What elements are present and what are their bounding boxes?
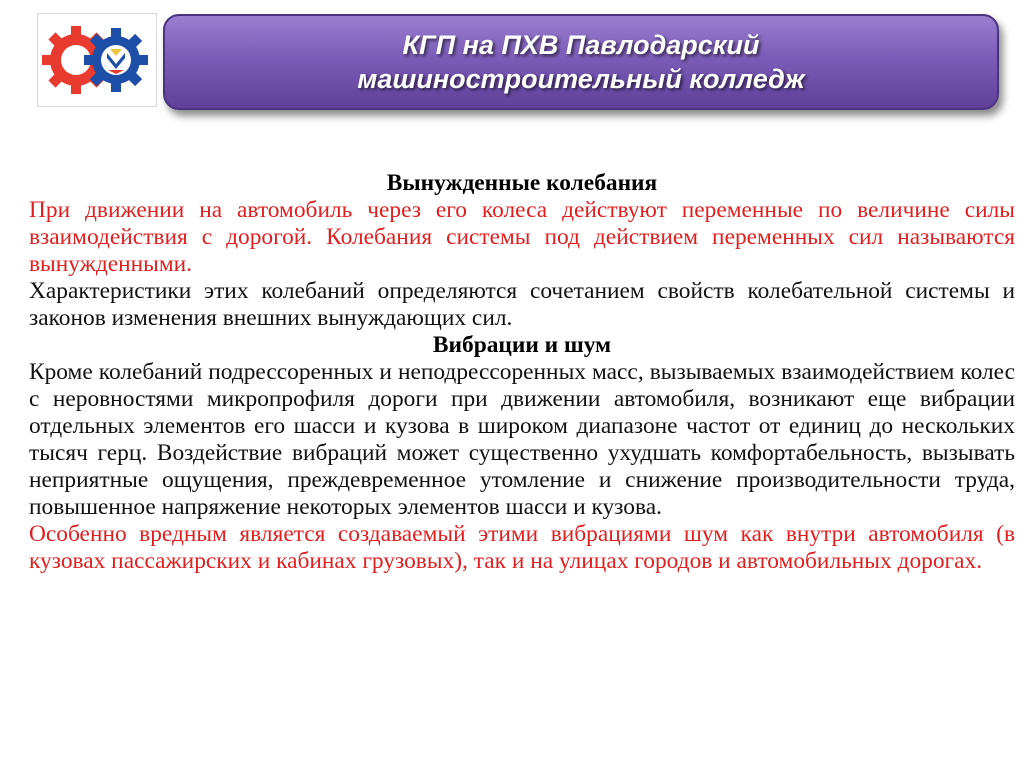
heading-vibration-noise: Вибрации и шум	[432, 332, 612, 358]
college-logo	[37, 13, 157, 107]
paragraph-forced-definition: При движении на автомобиль через его колеса действуют переменные по величине силы взаимодействия с дорогой. Колебания системы под действием переменных сил называются вынужденными.	[29, 197, 1015, 277]
paragraph-vibrations: Кроме колебаний подрессоренных и неподрессоренных масс, вызываемых взаимодействием колес с неровностями микропрофиля дороги при движении автомобиля, возникают еще вибрации отдельных элементов его шасси и кузова в широком диапазоне частот от единиц до нескольких тысяч герц. Воздействие вибраций может существенно ухудшать комфортабельность, вызывать неприятные ощущения, преждевременное утомление и снижение производительности труда, повышенное напряжение некоторых элементов шасси и кузова.	[29, 359, 1015, 520]
header-title-line2: машиностроительный колледж	[357, 64, 805, 94]
heading-forced-oscillations: Вынужденные колебания	[386, 170, 658, 196]
paragraph-characteristics: Характеристики этих колебаний определяются сочетанием свойств колебательной системы и законов изменения внешних вынуждающих сил.	[29, 278, 1015, 331]
slide-content	[29, 170, 1015, 575]
gear-logo-icon	[38, 14, 156, 106]
header-title-line1: КГП на ПХВ Павлодарский	[402, 30, 760, 60]
paragraph-noise: Особенно вредным является создаваемый этими вибрациями шум как внутри автомобиля (в кузовах пассажирских и кабинах грузовых), так и на улицах городов и автомобильных дорогах.	[29, 521, 1015, 574]
header-banner	[163, 14, 999, 110]
